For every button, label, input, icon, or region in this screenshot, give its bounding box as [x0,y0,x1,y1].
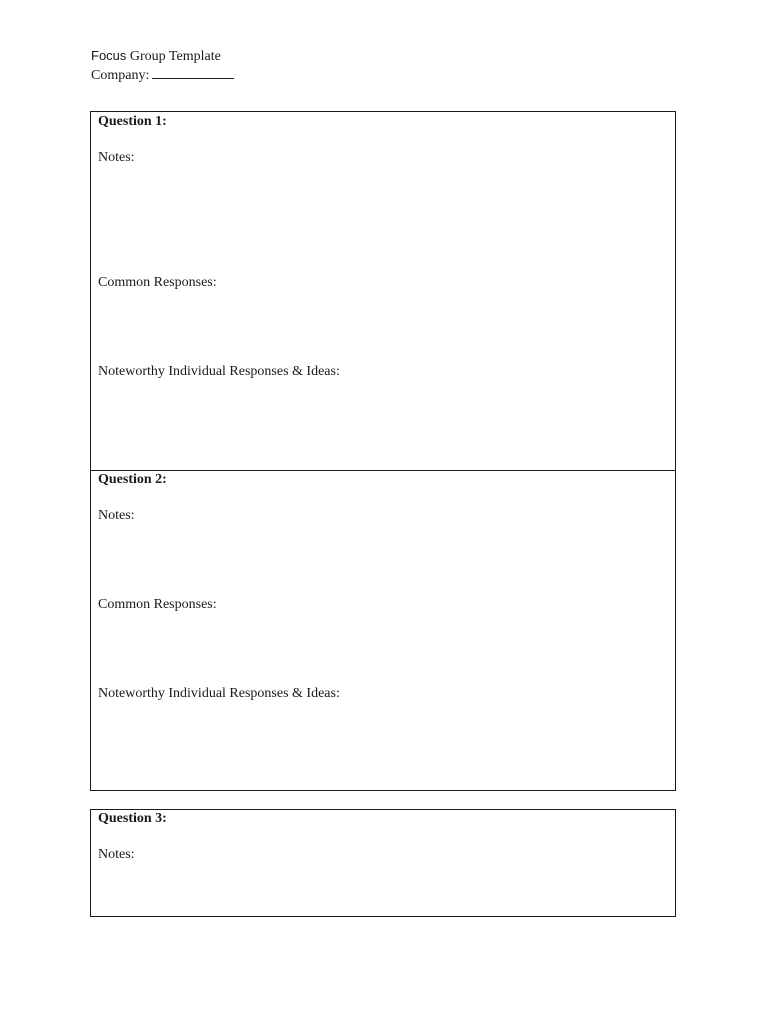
company-blank-field[interactable] [152,66,234,79]
question-1-label: Question 1: [98,114,167,129]
questions-table-1-2 [90,111,676,791]
question-3-label: Question 3: [98,811,167,826]
question-1-notes-label: Notes: [98,150,135,165]
question-2-noteworthy-label: Noteworthy Individual Responses & Ideas: [98,686,340,701]
question-2-section [91,470,675,790]
company-label: Company: [91,68,150,83]
question-2-label: Question 2: [98,472,167,487]
question-2-common-responses-label: Common Responses: [98,597,217,612]
question-2-notes-label: Notes: [98,508,135,523]
title-rest: Group Template [126,49,221,64]
document-title [91,47,234,66]
title-first-word: Focus [91,48,127,63]
questions-table-3 [90,809,676,917]
question-1-common-responses-label: Common Responses: [98,275,217,290]
document-header [91,47,234,85]
question-1-noteworthy-label: Noteworthy Individual Responses & Ideas: [98,364,340,379]
question-1-section [91,112,675,470]
company-line [91,66,234,85]
question-3-notes-label: Notes: [98,847,135,862]
question-3-section [91,810,675,916]
